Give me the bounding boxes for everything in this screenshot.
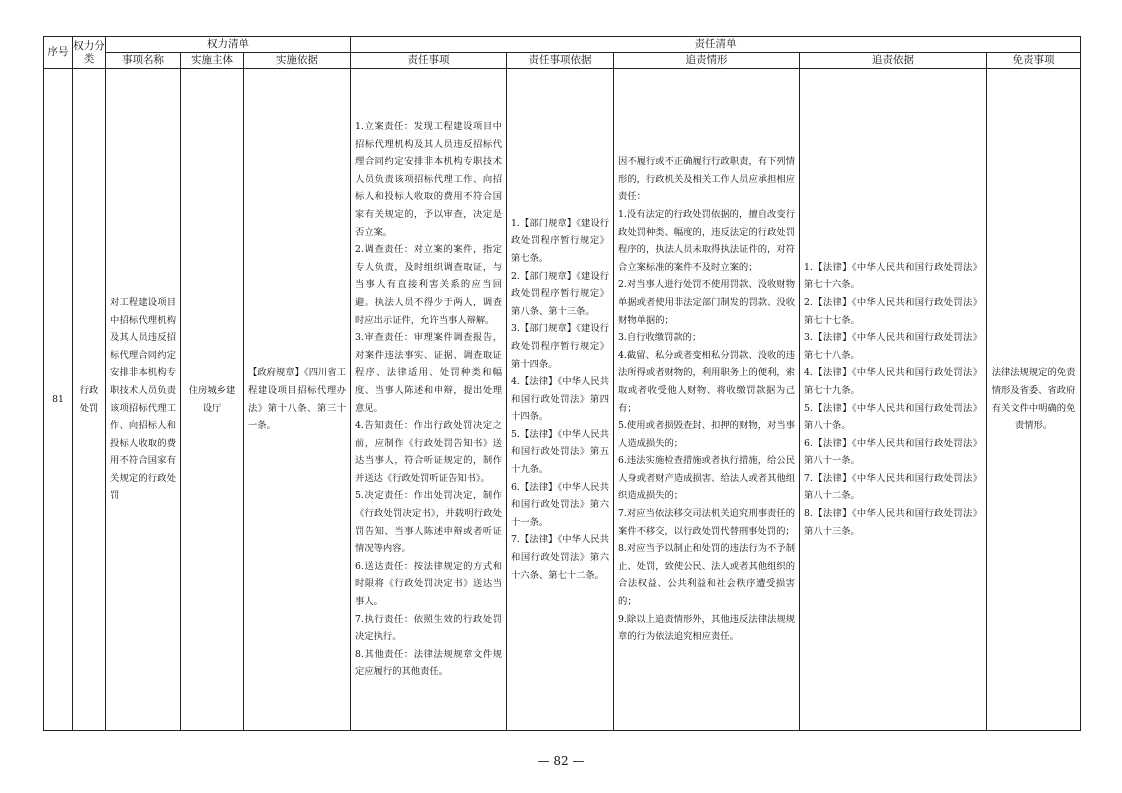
power-responsibility-table	[43, 36, 1081, 731]
accountability-basis-item: 4.【法律】《中华人民共和国行政处罚法》第七十九条。	[804, 367, 983, 396]
header-implementing-body: 实施主体	[181, 53, 244, 69]
responsibility-item: 2.调查责任：对立案的案件，指定专人负责，及时组织调查取证，与当事人有直接利害关系的应当回避。执法人员不得少于两人，调查时应出示证件，允许当事人辩解。	[355, 244, 503, 326]
page-number: — 82 —	[537, 754, 585, 768]
accountability-basis-item: 8.【法律】《中华人民共和国行政处罚法》第八十三条。	[804, 508, 983, 537]
responsibility-item: 5.决定责任：作出处罚决定，制作《行政处罚决定书》，并载明行政处罚告知、当事人陈述申辩或者听证情况等内容。	[355, 490, 503, 555]
header-power-list: 权力清单	[106, 37, 351, 53]
header-exemptions: 免责事项	[987, 53, 1081, 69]
accountability-intro: 因不履行或不正确履行行政职责，有下列情形的，行政机关及相关工作人员应承担相应责任：	[618, 156, 796, 203]
accountability-basis-item: 7.【法律】《中华人民共和国行政处罚法》第八十二条。	[804, 472, 983, 502]
responsibility-item: 4.告知责任：作出行政处罚决定之前，应制作《行政处罚告知书》送达当事人，符合听证规定的，制作并送达《行政处罚听证告知书》。	[355, 420, 503, 484]
table-row	[44, 69, 1081, 731]
accountability-case: 1.没有法定的行政处罚依据的，擅自改变行政处罚种类、幅度的，违反法定的行政处罚程序的，执法人员未取得执法证件的，对符合立案标准的案件不及时立案的；	[618, 208, 796, 273]
responsibility-basis-item: 4.【法律】《中华人民共和国行政处罚法》第四十四条。	[511, 376, 610, 423]
accountability-case: 6.违法实施检查措施或者执行措施，给公民人身或者财产造成损害、给法人或者其他组织造成损失的；	[618, 455, 796, 502]
header-serial-number: 序号	[44, 37, 73, 69]
accountability-case: 4.截留、私分或者变相私分罚款、没收的违法所得或者财物的，利用职务上的便利，索取或者收受他人财物、将收缴罚款据为己有；	[618, 349, 796, 414]
responsibility-basis-item: 6.【法律】《中华人民共和国行政处罚法》第六十一条。	[511, 481, 610, 528]
responsibility-basis-item: 5.【法律】《中华人民共和国行政处罚法》第五十九条。	[511, 428, 610, 476]
row-category: 行政处罚	[73, 69, 106, 731]
responsibility-item: 6.送达责任：按法律规定的方式和时限将《行政处罚决定书》送达当事人。	[355, 560, 503, 608]
accountability-case: 5.使用或者损毁查封、扣押的财物，对当事人造成损失的；	[618, 420, 796, 449]
responsibility-item: 1.立案责任：发现工程建设项目中招标代理机构及其人员违反招标代理合同约定安排非本机构专职技术人员负责该项招标代理工作、向招标人和投标人收取的费用不符合国家有关规定的，予以审查，决定是否立案。	[355, 121, 503, 238]
row-responsibility-items	[351, 69, 507, 731]
row-exemptions: 法律法规规定的免责情形及省委、省政府有关文件中明确的免责情形。	[987, 69, 1081, 731]
accountability-basis-item: 2.【法律】《中华人民共和国行政处罚法》第七十七条。	[804, 296, 983, 326]
responsibility-basis-item: 7.【法律】《中华人民共和国行政处罚法》第六十六条、第七十二条。	[511, 534, 610, 581]
row-implementing-body: 住房城乡建设厅	[181, 69, 244, 731]
accountability-basis-item: 5.【法律】《中华人民共和国行政处罚法》第八十条。	[804, 402, 983, 432]
responsibility-basis-item: 2.【部门规章】《建设行政处罚程序暂行规定》第八条、第十三条。	[511, 270, 610, 317]
accountability-case: 7.对应当依法移交司法机关追究刑事责任的案件不移交，以行政处罚代替刑事处罚的；	[618, 508, 796, 537]
row-number: 81	[44, 69, 73, 731]
header-item-name: 事项名称	[106, 53, 181, 69]
responsibility-item: 7.执行责任：依照生效的行政处罚决定执行。	[355, 613, 503, 643]
row-responsibility-basis	[507, 69, 614, 731]
responsibility-basis-item: 3.【部门规章】《建设行政处罚程序暂行规定》第十四条。	[511, 323, 610, 370]
accountability-case: 8.对应当予以制止和处罚的违法行为不予制止、处罚，致使公民、法人或者其他组织的合法权益、公共利益和社会秩序遭受损害的；	[618, 543, 796, 608]
header-accountability-basis: 追责依据	[800, 53, 987, 69]
header-power-category: 权力分类	[73, 37, 106, 69]
header-implementation-basis: 实施依据	[244, 53, 351, 69]
row-item-name: 对工程建设项目中招标代理机构及其人员违反招标代理合同约定安排非本机构专职技术人员负责该项招标代理工作、向招标人和投标人收取的费用不符合国家有关规定的行政处罚	[106, 69, 181, 731]
accountability-basis-item: 3.【法律】《中华人民共和国行政处罚法》第七十八条。	[804, 332, 983, 361]
row-accountability-cases	[614, 69, 800, 731]
responsibility-item: 8.其他责任：法律法规规章文件规定应履行的其他责任。	[355, 648, 503, 678]
accountability-basis-item: 6.【法律】《中华人民共和国行政处罚法》第八十一条。	[804, 437, 983, 467]
header-accountability-cases: 追责情形	[614, 53, 800, 69]
header-responsibility-items: 责任事项	[351, 53, 507, 69]
responsibility-item: 3.审查责任：审理案件调查报告，对案件违法事实、证据、调查取证程序、法律适用、处罚种类和幅度、当事人陈述和申辩，提出处理意见。	[355, 332, 503, 414]
responsibility-basis-item: 1.【部门规章】《建设行政处罚程序暂行规定》第七条。	[511, 217, 610, 264]
accountability-case: 2.对当事人进行处罚不使用罚款、没收财物单据或者使用非法定部门制发的罚款、没收财物单据的；	[618, 279, 796, 326]
row-implementation-basis: 【政府规章】《四川省工程建设项目招标代理办法》第十八条、第三十一条。	[244, 69, 351, 731]
accountability-basis-item: 1.【法律】《中华人民共和国行政处罚法》第七十六条。	[804, 261, 983, 291]
accountability-case: 9.除以上追责情形外，其他违反法律法规规章的行为依法追究相应责任。	[618, 613, 796, 643]
header-responsibility-basis: 责任事项依据	[507, 53, 614, 69]
row-accountability-basis	[800, 69, 987, 731]
header-responsibility-list: 责任清单	[351, 37, 1081, 53]
accountability-case: 3.自行收缴罚款的；	[618, 332, 702, 344]
